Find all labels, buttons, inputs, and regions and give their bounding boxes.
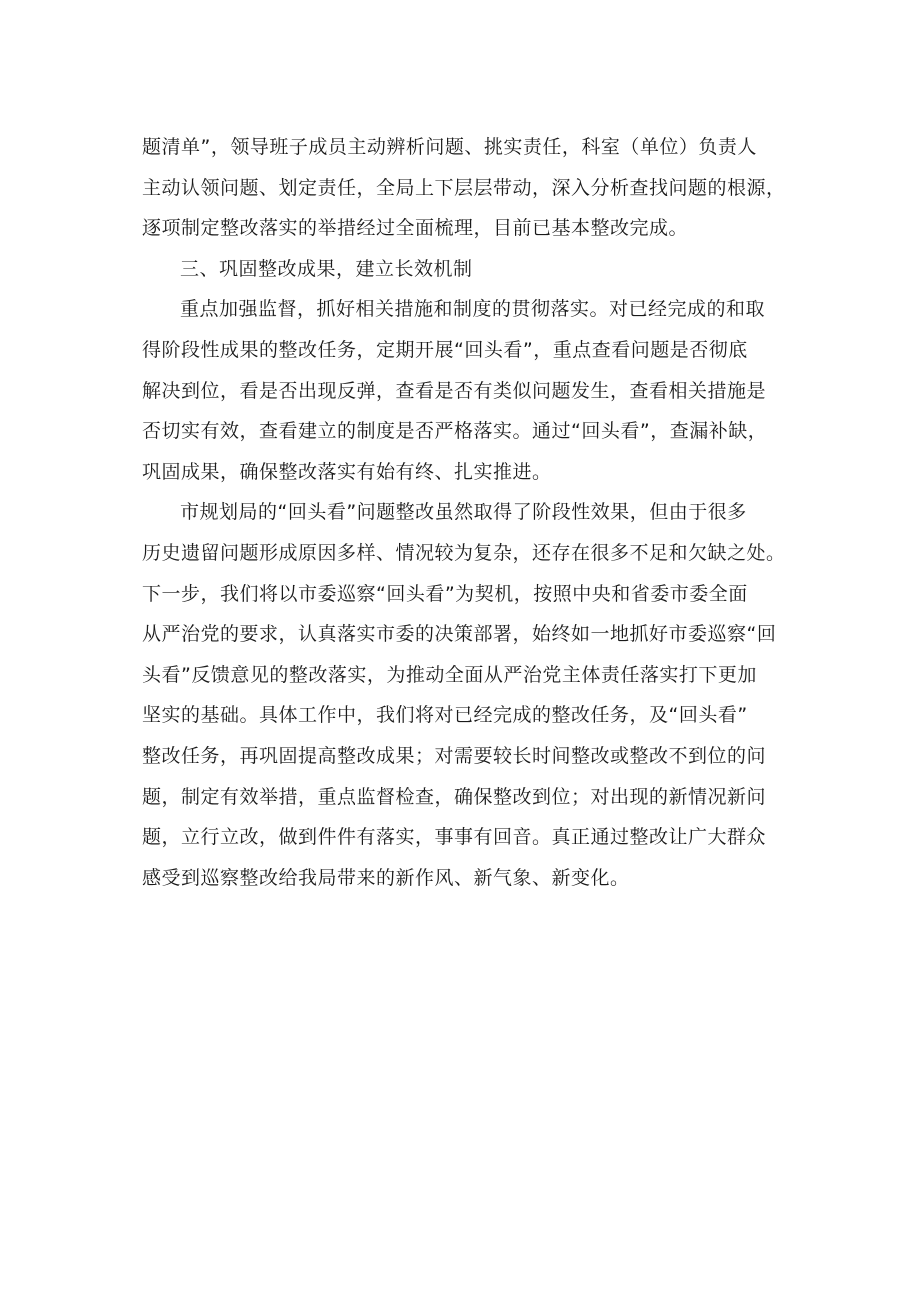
- text-line: 题，立行立改，做到件件有落实，事事有回音。真正通过整改让广大群众: [142, 826, 767, 849]
- text-line: 坚实的基础。具体工作中，我们将对已经完成的整改任务，及“回头看”: [142, 704, 748, 727]
- text-line: 得阶段性成果的整改任务，定期开展“回头看”，重点查看问题是否彻底: [142, 338, 748, 361]
- text-line: 逐项制定整改落实的举措经过全面梳理，目前已基本整改完成。: [142, 217, 689, 240]
- text-line: 解决到位，看是否出现反弹，查看是否有类似问题发生，查看相关措施是: [142, 379, 767, 402]
- text-line: 头看”反馈意见的整改落实，为推动全面从严治党主体责任落实打下更加: [142, 663, 757, 686]
- text-line: 历史遗留问题形成原因多样、情况较为复杂，还存在很多不足和欠缺之处。: [142, 541, 786, 564]
- text-line: 巩固成果，确保整改落实有始有终、扎实推进。: [142, 460, 552, 483]
- text-line: 市规划局的“回头看”问题整改虽然取得了阶段性效果，但由于很多: [180, 501, 747, 524]
- text-line: 从严治党的要求，认真落实市委的决策部署，始终如一地抓好市委巡察“回: [142, 623, 777, 646]
- text-line: 主动认领问题、划定责任，全局上下层层带动，深入分析查找问题的根源，: [142, 176, 786, 199]
- text-line: 感受到巡察整改给我局带来的新作风、新气象、新变化。: [142, 866, 630, 889]
- text-line: 否切实有效，查看建立的制度是否严格落实。通过“回头看”，查漏补缺，: [142, 420, 768, 443]
- text-line: 重点加强监督，抓好相关措施和制度的贯彻落实。对已经完成的和取: [180, 298, 766, 321]
- text-line: 整改任务，再巩固提高整改成果；对需要较长时间整改或整改不到位的问: [142, 744, 767, 767]
- text-line: 题，制定有效举措，重点监督检查，确保整改到位；对出现的新情况新问: [142, 785, 767, 808]
- text-line: 题清单”，领导班子成员主动辨析问题、挑实责任，科室（单位）负责人: [142, 136, 757, 158]
- text-line: 下一步，我们将以市委巡察“回头看”为契机，按照中央和省委市委全面: [142, 582, 748, 605]
- document-body: [142, 127, 787, 898]
- section-heading: 三、巩固整改成果，建立长效机制: [180, 257, 473, 280]
